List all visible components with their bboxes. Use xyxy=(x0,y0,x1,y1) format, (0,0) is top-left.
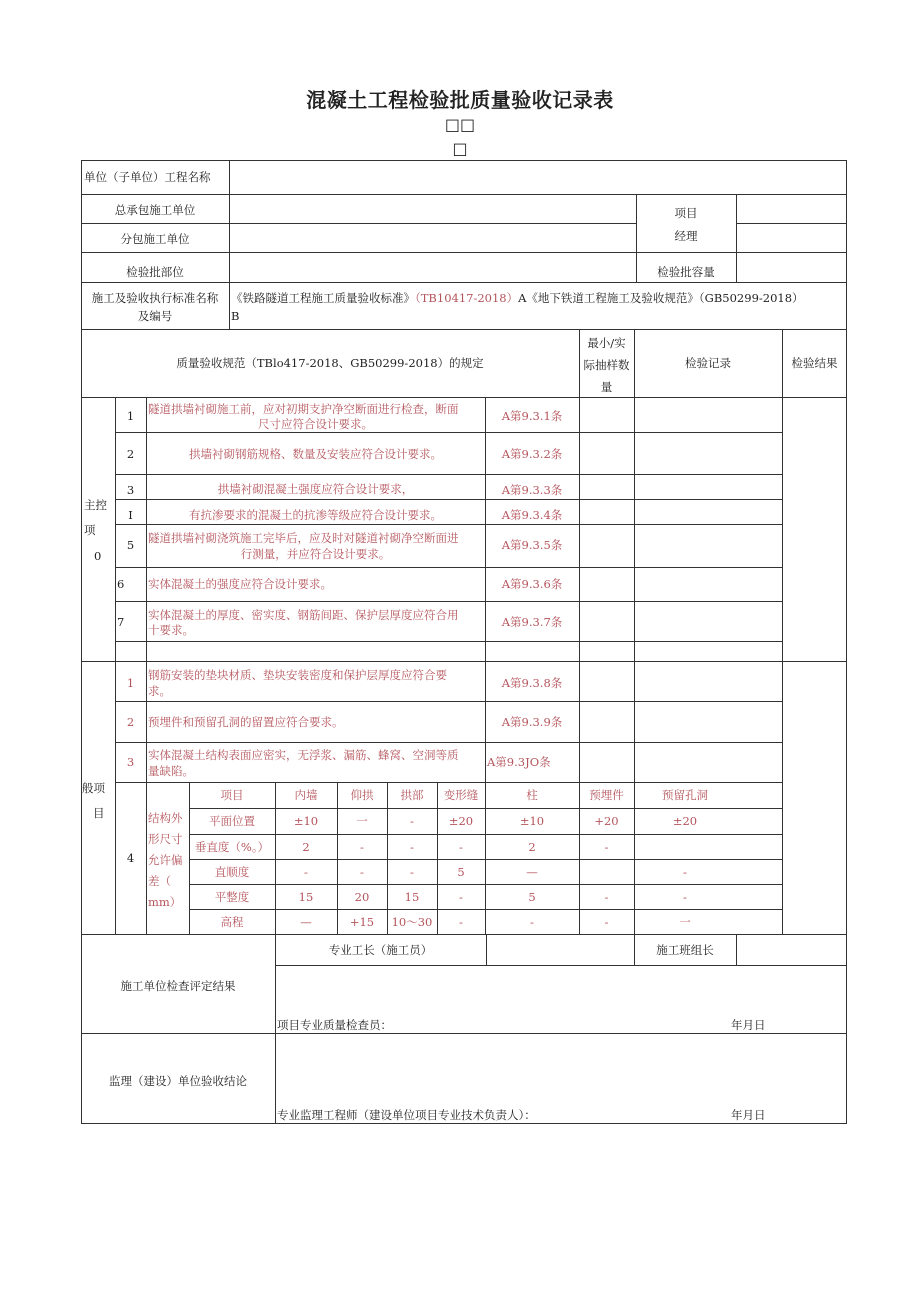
dim-value-cell: - xyxy=(459,840,463,854)
general-label: 目 xyxy=(93,806,105,820)
dim-value-cell: - xyxy=(360,865,364,879)
dim-row-label: 平整度 xyxy=(214,890,250,904)
dim-value-cell: - xyxy=(410,814,414,828)
subtitle-boxes: □□ xyxy=(444,115,476,134)
dim-label: 差（ xyxy=(148,874,171,888)
dim-value-cell: ±20 xyxy=(448,814,474,828)
date-label: 年月日 xyxy=(731,1108,766,1122)
grid-line xyxy=(189,834,783,835)
grid-line xyxy=(81,223,636,224)
grid-line xyxy=(485,782,486,935)
clause-ref: A第9.3.7条 xyxy=(501,615,563,629)
dim-value-cell: 20 xyxy=(354,890,370,904)
dim-row-label: 平面位置 xyxy=(209,814,255,828)
subcontractor-label: 分包施工单位 xyxy=(120,232,190,246)
batch-capacity-label: 检验批容量 xyxy=(657,265,715,279)
dim-header-cell: 内墙 xyxy=(294,788,318,802)
dim-value-cell: - xyxy=(304,865,308,879)
engineer-label: 专业监理工程师（建设单位项目专业技术负责人）： xyxy=(277,1108,536,1122)
date-label: 年月日 xyxy=(731,1018,766,1032)
sample-column-header: 际抽样数 xyxy=(583,358,630,372)
record-column-header: 检验记录 xyxy=(685,356,731,370)
item-number: 3 xyxy=(126,755,135,769)
clause-ref: A第9.3.1条 xyxy=(501,409,563,423)
dim-value-cell: - xyxy=(683,890,687,904)
grid-line xyxy=(229,160,230,330)
grid-line xyxy=(115,432,783,433)
dim-header-cell: 变形缝 xyxy=(443,788,479,802)
dim-value-cell: ±10 xyxy=(293,814,319,828)
team-leader-label: 施工班组长 xyxy=(656,943,714,957)
grid-line xyxy=(782,329,783,935)
unit-project-name-label: 单位（子单位）工程名称 xyxy=(84,170,211,184)
grid-line xyxy=(115,601,783,602)
inspector-label: 项目专业质量检查员： xyxy=(277,1018,392,1032)
result-column-header: 检验结果 xyxy=(791,356,838,370)
grid-line xyxy=(189,782,190,935)
dim-value-cell: +20 xyxy=(594,814,619,828)
spec-text: 有抗渗要求的混凝土的抗渗等级应符合设计要求。 xyxy=(189,508,442,522)
grid-line xyxy=(115,567,783,568)
spec-text: 行测量，并应符合设计要求。 xyxy=(240,547,391,561)
spec-text: 预埋件和预留孔洞的留置应符合要求。 xyxy=(148,715,344,729)
dim-value-cell: 15 xyxy=(298,890,314,904)
dim-value-cell: 2 xyxy=(302,840,310,854)
clause-ref: A第9.3.2条 xyxy=(501,447,563,461)
grid-line xyxy=(115,742,783,743)
dim-value-cell: - xyxy=(530,915,534,929)
grid-line xyxy=(736,223,847,224)
grid-line xyxy=(146,397,147,935)
item-number: 1 xyxy=(126,676,135,690)
dim-value-cell: ±20 xyxy=(672,814,698,828)
grid-line xyxy=(634,329,635,935)
dim-label: mm） xyxy=(148,895,182,909)
grid-line xyxy=(81,397,847,398)
grid-line xyxy=(115,641,783,642)
spec-text: 拱墙衬砌混凝土强度应符合设计要求， xyxy=(217,482,414,496)
clause-ref: A第9.3.5条 xyxy=(501,538,563,552)
dim-value-cell: 10～30 xyxy=(391,915,433,929)
dim-value-cell: — xyxy=(300,915,312,929)
grid-line xyxy=(81,1123,847,1124)
standard-value: 《铁路隧道工程施工质量验收标准》（TB10417-2018）A《地下铁道工程施工及验收规范》（GB50299-2018） xyxy=(231,291,804,305)
spec-text: 尺寸应符合设计要求。 xyxy=(258,417,373,431)
item-number: 3 xyxy=(126,483,135,497)
main-control-label: 主控 xyxy=(84,498,107,512)
grid-line xyxy=(115,701,783,702)
dim-label: 允许偏 xyxy=(148,853,183,867)
foreman-label: 专业工长（施工员） xyxy=(328,943,433,957)
dim-value-cell: 2 xyxy=(528,840,536,854)
clause-ref: A第9.3.8条 xyxy=(501,676,563,690)
dim-value-cell: ±10 xyxy=(519,814,545,828)
dim-header-cell: 预埋件 xyxy=(589,788,624,802)
grid-line xyxy=(846,160,847,1124)
spec-text: 十要求。 xyxy=(148,623,194,637)
dim-value-cell: 5 xyxy=(528,890,536,904)
spec-text: 量缺陷。 xyxy=(148,764,194,778)
item-number: 1 xyxy=(126,409,135,423)
grid-line xyxy=(275,965,847,966)
grid-line xyxy=(486,934,487,966)
clause-ref: A第9.3.6条 xyxy=(501,577,563,591)
dim-value-cell: - xyxy=(604,890,609,904)
grid-line xyxy=(275,782,276,935)
dim-value-cell: 一 xyxy=(356,814,368,828)
dim-row-label: 直顺度 xyxy=(214,865,250,879)
dim-value-cell: - xyxy=(604,915,609,929)
item-number: 4 xyxy=(126,851,135,865)
dim-value-cell: - xyxy=(360,840,364,854)
grid-line xyxy=(115,474,783,475)
spec-text: 钢筋安装的垫块材质、垫块安装密度和保护层厚度应符合要 xyxy=(148,668,447,682)
dim-value-cell: — xyxy=(526,865,538,879)
supervision-label: 监理（建设）单位验收结论 xyxy=(109,1074,247,1088)
dim-value-cell: - xyxy=(604,840,609,854)
grid-line xyxy=(437,782,438,935)
main-control-label: 项 xyxy=(84,523,96,537)
inspection-location-label: 检验批部位 xyxy=(126,265,184,279)
general-label: 般项 xyxy=(82,781,105,795)
dim-label: 形尺寸 xyxy=(148,832,183,846)
dim-value-cell: - xyxy=(683,865,687,879)
grid-line xyxy=(189,808,783,809)
spec-text: 实体混凝土结构表面应密实，无浮浆、漏筋、蜂窝、空洞等质 xyxy=(148,748,459,762)
spec-text: 隧道拱墙衬砌施工前，应对初期支护净空断面进行检查，断面 xyxy=(148,402,459,416)
construction-result-label: 施工单位检查评定结果 xyxy=(120,979,236,993)
grid-line xyxy=(81,252,847,253)
grid-line xyxy=(81,194,847,195)
dim-value-cell: 一 xyxy=(679,915,691,929)
item-number: I xyxy=(128,508,133,522)
standard-label: 及编号 xyxy=(137,309,173,323)
sample-column-header: 量 xyxy=(600,380,613,394)
spec-text: 隧道拱墙衬砌浇筑施工完毕后，应及时对隧道衬砌净空断面进 xyxy=(148,531,459,545)
clause-ref: A第9.3.9条 xyxy=(501,715,563,729)
dim-row-label: 垂直度（%。） xyxy=(194,840,270,854)
standard-label: 施工及验收执行标准名称 xyxy=(91,291,219,305)
project-manager-label: 项目 xyxy=(674,206,698,220)
grid-line xyxy=(275,934,276,1124)
spec-text: 求。 xyxy=(148,684,171,698)
dim-value-cell: +15 xyxy=(349,915,375,929)
general-contractor-label: 总承包施工单位 xyxy=(114,203,196,217)
page-title: 混凝土工程检验批质量验收记录表 xyxy=(306,88,614,112)
clause-ref: A第9.3JO条 xyxy=(487,755,551,769)
clause-ref: A第9.3.4条 xyxy=(501,508,563,522)
spec-text: 拱墙衬砌钢筋规格、数量及安装应符合设计要求。 xyxy=(189,447,442,461)
item-number: 5 xyxy=(126,538,135,552)
grid-line xyxy=(81,934,847,935)
dim-value-cell: 15 xyxy=(404,890,420,904)
dim-value-cell: - xyxy=(459,890,463,904)
grid-line xyxy=(81,1033,847,1034)
dim-header-cell: 柱 xyxy=(526,788,538,802)
grid-line xyxy=(81,282,847,283)
grid-line xyxy=(387,782,388,935)
grid-line xyxy=(81,160,847,161)
subtitle-box: □ xyxy=(452,139,468,158)
standard-value-b: B xyxy=(231,309,240,323)
dim-header-cell: 项目 xyxy=(220,788,244,802)
grid-line xyxy=(337,782,338,935)
item-number: 2 xyxy=(126,715,135,729)
dim-row-label: 高程 xyxy=(220,915,244,929)
item-number: 2 xyxy=(126,447,135,461)
grid-line xyxy=(189,884,783,885)
dim-value-cell: - xyxy=(410,840,414,854)
grid-line xyxy=(81,329,847,330)
grid-line xyxy=(736,934,737,966)
dim-value-cell: - xyxy=(459,915,463,929)
item-number: 6 xyxy=(117,577,125,591)
spec-text: 实体混凝土的强度应符合设计要求。 xyxy=(148,577,332,591)
sample-column-header: 最小/实 xyxy=(587,336,626,350)
grid-line xyxy=(189,859,783,860)
dim-header-cell: 预留孔洞 xyxy=(662,788,708,802)
clause-ref: A第9.3.3条 xyxy=(501,483,563,497)
grid-line xyxy=(736,194,737,282)
grid-line xyxy=(115,524,783,525)
item-number: 7 xyxy=(117,615,125,629)
grid-line xyxy=(189,909,783,910)
grid-line xyxy=(115,499,783,500)
spec-text: 实体混凝土的厚度、密实度、钢筋间距、保护层厚度应符合用 xyxy=(148,608,459,622)
dim-value-cell: 5 xyxy=(457,865,465,879)
dim-header-cell: 拱部 xyxy=(400,788,424,802)
project-manager-label: 经理 xyxy=(674,229,698,243)
main-control-label: 0 xyxy=(94,549,102,563)
grid-line xyxy=(81,661,847,662)
dim-value-cell: - xyxy=(410,865,414,879)
grid-line xyxy=(115,782,783,783)
dim-header-cell: 仰拱 xyxy=(350,788,374,802)
spec-column-header: 质量验收规范（TBlo417-2018、GB50299-2018）的规定 xyxy=(176,356,484,370)
dim-label: 结构外 xyxy=(148,811,183,825)
